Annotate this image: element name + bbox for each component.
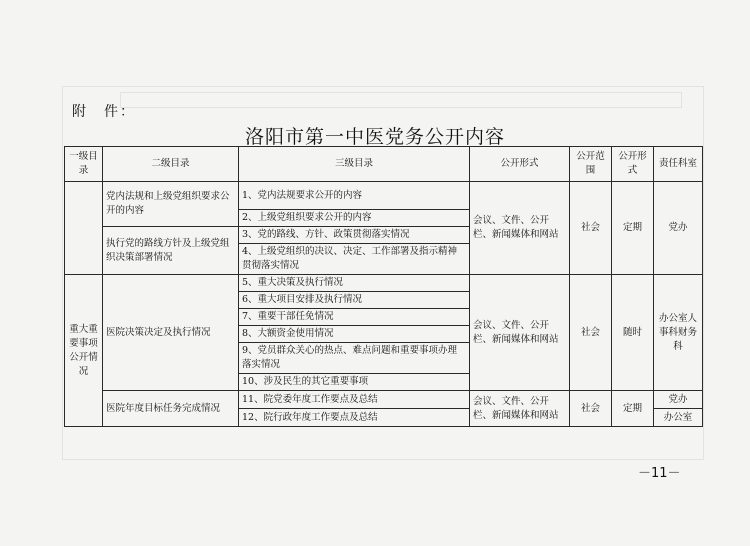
- timing-cell: 定期: [612, 182, 654, 275]
- level1-cell: 重大重要事项公开情况: [65, 275, 103, 427]
- timing-cell: 定期: [612, 391, 654, 427]
- header-row: [65, 147, 703, 182]
- table-row: [65, 391, 703, 409]
- page-title: 洛阳市第一中医党务公开内容: [244, 126, 505, 148]
- dept-cell: 办公室: [654, 409, 703, 427]
- scope-cell: 社会: [570, 182, 612, 275]
- header-timing: 公开形式: [612, 147, 654, 182]
- form-cell: 会议、文件、公开栏、新闻媒体和网站: [470, 182, 570, 275]
- level2-cell: 医院年度目标任务完成情况: [103, 391, 239, 427]
- level1-cell-empty: [65, 182, 103, 275]
- header-level1: 一级目录: [65, 147, 103, 182]
- header-form: 公开形式: [470, 147, 570, 182]
- table-row: [65, 182, 703, 210]
- form-cell: 会议、文件、公开栏、新闻媒体和网站: [470, 391, 570, 427]
- item-cell: 5、重大决策及执行情况: [239, 275, 470, 292]
- item-cell: 2、上级党组织要求公开的内容: [239, 210, 470, 227]
- content-table: [64, 146, 703, 427]
- header-scope: 公开范围: [570, 147, 612, 182]
- level2-cell: 医院决策决定及执行情况: [103, 275, 239, 391]
- header-dept: 责任科室: [654, 147, 703, 182]
- header-level2: 二级目录: [103, 147, 239, 182]
- item-cell: 12、院行政年度工作要点及总结: [239, 409, 470, 427]
- bleed-through-row: [120, 92, 682, 108]
- level2-cell: 执行党的路线方针及上级党组织决策部署情况: [103, 227, 239, 275]
- item-cell: 3、党的路线、方针、政策贯彻落实情况: [239, 227, 470, 244]
- item-cell: 7、重要干部任免情况: [239, 309, 470, 326]
- item-cell: 10、涉及民生的其它重要事项: [239, 374, 470, 391]
- dept-cell: 办公室人事科财务科: [654, 275, 703, 391]
- item-cell: 6、重大项目安排及执行情况: [239, 292, 470, 309]
- timing-cell: 随时: [612, 275, 654, 391]
- level2-cell: 党内法规和上级党组织要求公开的内容: [103, 182, 239, 227]
- scope-cell: 社会: [570, 275, 612, 391]
- attachment-label: 附 件：: [72, 104, 136, 120]
- header-level3: 三级目录: [239, 147, 470, 182]
- scope-cell: 社会: [570, 391, 612, 427]
- dept-cell: 党办: [654, 391, 703, 409]
- table-row: [65, 275, 703, 292]
- item-cell: 8、大额资金使用情况: [239, 326, 470, 343]
- item-cell: 11、院党委年度工作要点及总结: [239, 391, 470, 409]
- page-number: －11－: [638, 466, 681, 481]
- item-cell: 4、上级党组织的决议、决定、工作部署及指示精神贯彻落实情况: [239, 244, 470, 275]
- item-cell: 9、党员群众关心的热点、难点问题和重要事项办理落实情况: [239, 343, 470, 374]
- item-cell: 1、党内法规要求公开的内容: [239, 182, 470, 210]
- dept-cell: 党办: [654, 182, 703, 275]
- form-cell: 会议、文件、公开栏、新闻媒体和网站: [470, 275, 570, 391]
